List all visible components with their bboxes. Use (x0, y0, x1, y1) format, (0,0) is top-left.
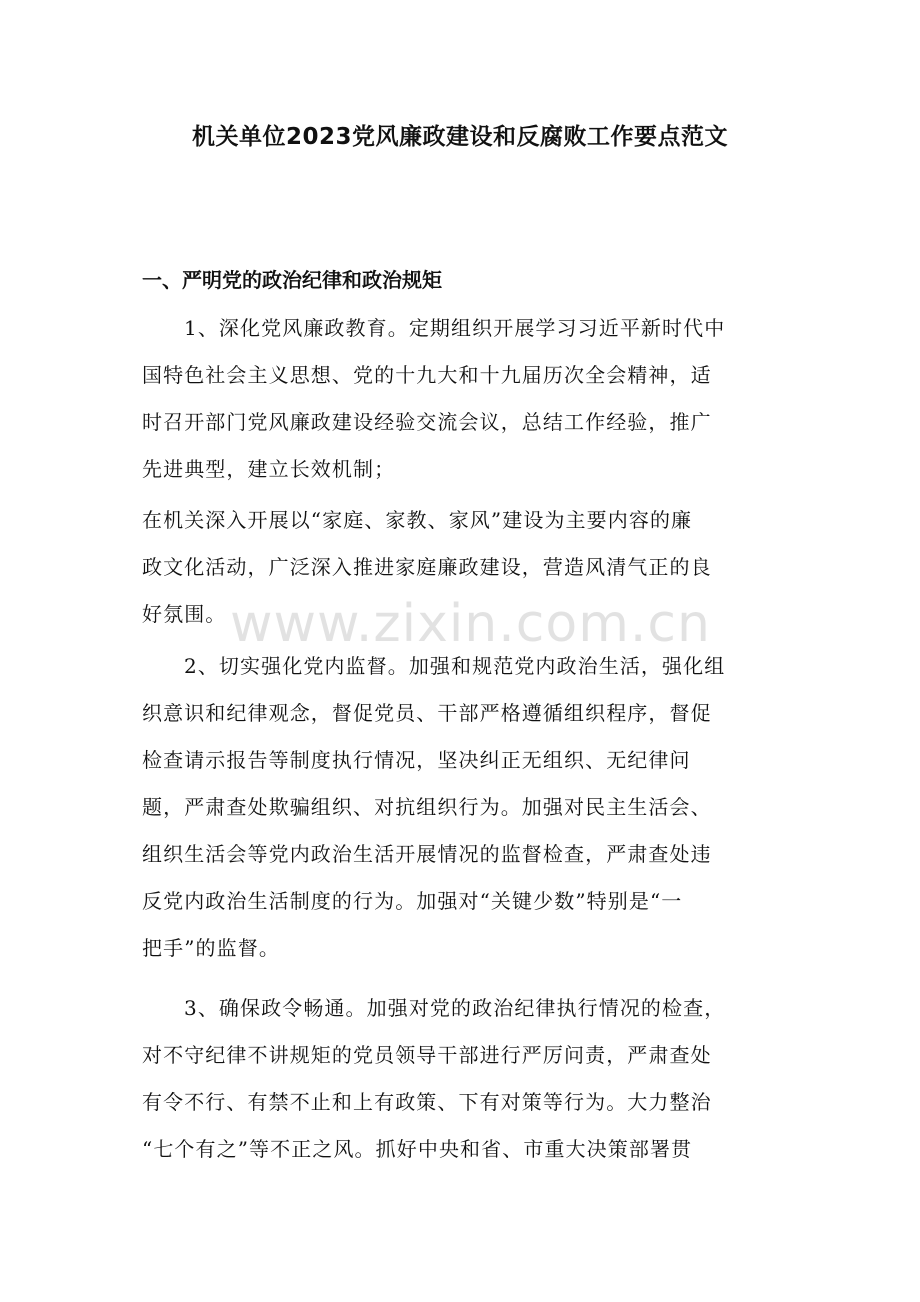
paragraph-line: 检查请示报告等制度执行情况，坚决纠正无组织、无纪律问 (142, 748, 691, 772)
paragraph-line: 反党内政治生活制度的行为。加强对“关键少数”特别是“一 (142, 889, 683, 913)
paragraph-line: 在机关深入开展以“家庭、家教、家风”建设为主要内容的廉 (142, 508, 693, 532)
paragraph-line: 把手”的监督。 (142, 936, 280, 960)
paragraph-line: 对不守纪律不讲规矩的党员领导干部进行严厉问责，严肃查处 (142, 1043, 712, 1067)
section-heading: 一、严明党的政治纪律和政治规矩 (142, 268, 442, 292)
paragraph-line: 政文化活动，广泛深入推进家庭廉政建设，营造风清气正的良 (142, 555, 712, 579)
paragraph-1 (142, 305, 782, 493)
paragraph-line: 好氛围。 (142, 602, 227, 626)
paragraph-line: 国特色社会主义思想、党的十九大和十九届历次全会精神，适 (142, 363, 712, 387)
paragraph-line: “七个有之”等不正之风。抓好中央和省、市重大决策部署贯 (142, 1137, 693, 1161)
paragraph-line: 组织生活会等党内政治生活开展情况的监督检查，严肃查处违 (142, 842, 712, 866)
paragraph-line: 2、切实强化党内监督。加强和规范党内政治生活，强化组 (184, 654, 726, 678)
paragraph-line: 有令不行、有禁不止和上有政策、下有对策等行为。大力整治 (142, 1090, 712, 1114)
paragraph-line: 题，严肃查处欺骗组织、对抗组织行为。加强对民主生活会、 (142, 795, 712, 819)
document-title: 机关单位2023党风廉政建设和反腐败工作要点范文 (191, 124, 728, 150)
watermark: www.zixin.com.cn (230, 594, 711, 654)
paragraph-line: 时召开部门党风廉政建设经验交流会议，总结工作经验，推广 (142, 410, 712, 434)
paragraph-line: 先进典型，建立长效机制； (142, 457, 396, 481)
paragraph-2 (142, 497, 782, 638)
paragraph-4 (142, 985, 782, 1173)
paragraph-line: 织意识和纪律观念，督促党员、干部严格遵循组织程序，督促 (142, 701, 712, 725)
paragraph-line: 1、深化党风廉政教育。定期组织开展学习习近平新时代中 (184, 316, 726, 340)
paragraph-line: 3、确保政令畅通。加强对党的政治纪律执行情况的检查， (184, 996, 726, 1020)
paragraph-3 (142, 643, 782, 972)
